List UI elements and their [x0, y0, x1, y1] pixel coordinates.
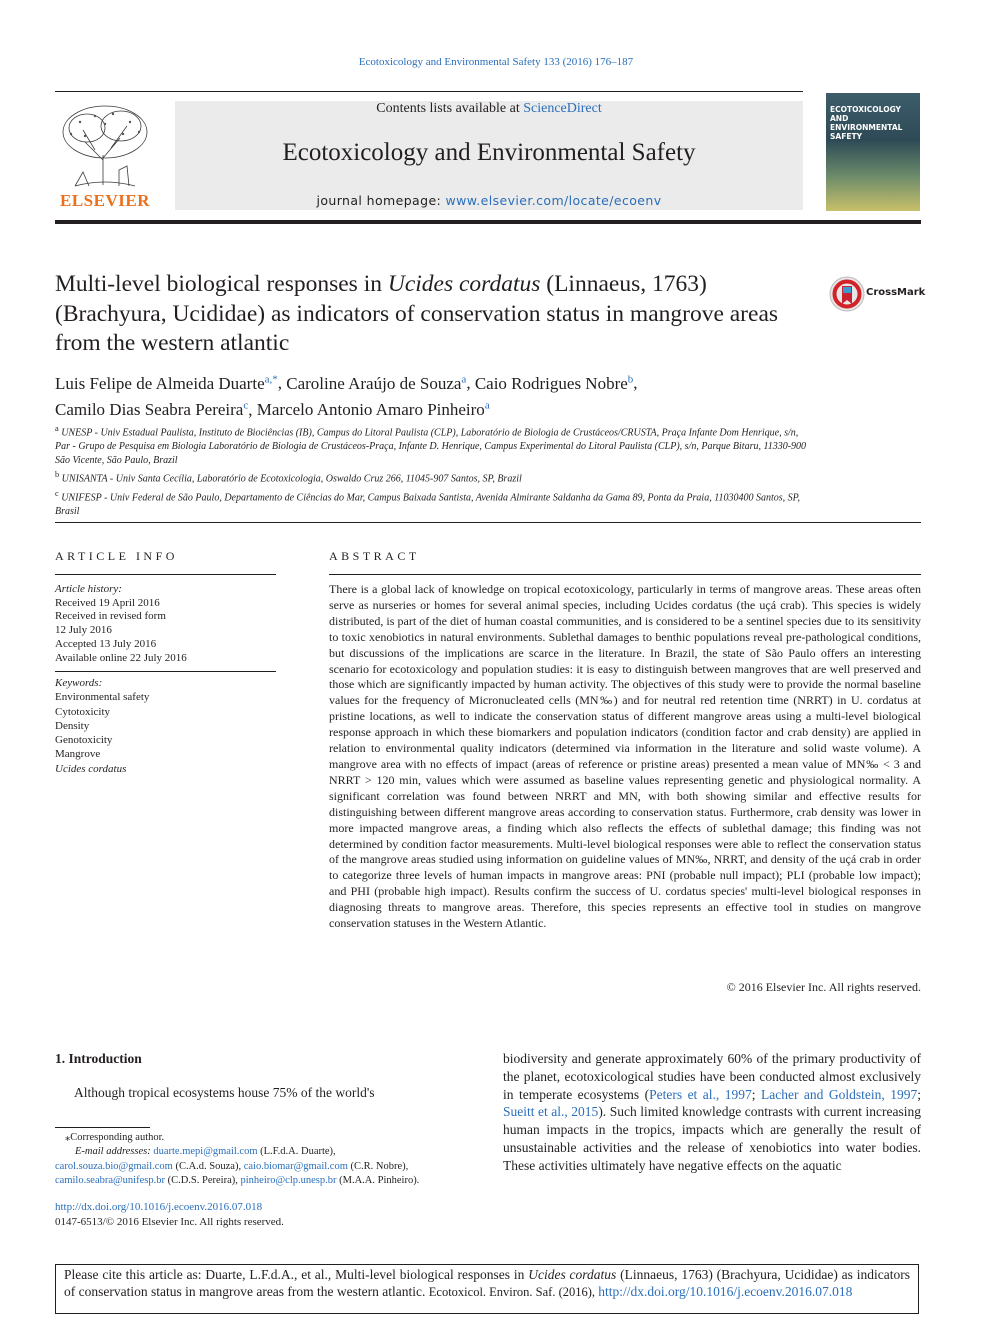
journal-homepage	[175, 193, 803, 208]
keyword: Density	[55, 719, 90, 732]
divider	[55, 671, 276, 672]
keyword: Ucides cordatus	[55, 762, 127, 775]
journal-citation[interactable]: Ecotoxicology and Environmental Safety 133 (2016) 176–187	[358, 56, 634, 68]
email-link[interactable]: pinheiro@clp.unesp.br	[240, 1175, 337, 1187]
keyword: Environmental safety	[55, 691, 150, 704]
author[interactable]: Caio Rodrigues Nobre$^b$	[474, 373, 634, 393]
reference-link[interactable]: Lacher and Goldstein, 1997	[760, 1086, 918, 1102]
footnotes: ⁎Corresponding author. E-mail addresses: duarte.mepi@gmail.com (L.F.d.A. Duarte), carol.souza.bio@gmail.com (C.A.d. Souza), caio.biomar@gmail.com (C.R. Nobre), camilo.seabra@unifesp.br (C.D.S. Pereira), pinheiro@clp.unesp.br (M.A.A. Pinheiro).	[55, 1132, 420, 1187]
abstract-heading: ABSTRACT	[329, 549, 420, 563]
history-item: Available online 22 July 2016	[55, 651, 187, 664]
header-rule	[55, 91, 803, 92]
sciencedirect-link[interactable]: ScienceDirect	[523, 101, 602, 116]
reference-link[interactable]: Peters et al., 1997	[649, 1086, 752, 1102]
introduction-heading: 1. Introduction	[55, 1051, 142, 1066]
history-item: Received in revised form	[55, 610, 166, 623]
contents-line	[175, 101, 803, 117]
keyword: Genotoxicity	[55, 734, 113, 747]
article-info-heading: ARTICLE INFO	[55, 549, 178, 563]
citation-box: Please cite this article as: Duarte, L.F.d.A., et al., Multi-level biological responses in Ucides cordatus (Linnaeus, 1763) (Brachyura, Ucididae) as indicators of conservation status in mangrove areas from the western atlantic. Ecotoxicol. Environ. Saf. (2016), http://dx.doi.org/10.1016/j.ecoenv.2016.07.018	[55, 1264, 919, 1314]
email-link[interactable]: carol.souza.bio@gmail.com	[55, 1160, 173, 1172]
keywords	[55, 676, 276, 776]
email-link[interactable]: caio.biomar@gmail.com	[243, 1160, 348, 1172]
abstract-copyright: © 2016 Elsevier Inc. All rights reserved.	[726, 980, 921, 994]
author[interactable]: Camilo Dias Seabra Pereira$^c$	[55, 399, 249, 420]
journal-cover-title: ECOTOXICOLOGY AND ENVIRONMENTAL SAFETY	[830, 105, 903, 141]
author[interactable]: Caroline Araújo de Souza$^a$	[286, 373, 467, 393]
author[interactable]: Marcelo Antonio Amaro Pinheiro$^a$	[256, 399, 490, 420]
homepage-link[interactable]: www.elsevier.com/locate/ecoenv	[445, 193, 662, 208]
history-item: Received 19 April 2016	[55, 596, 160, 609]
crossmark-icon[interactable]	[829, 276, 865, 312]
history-item: Accepted 13 July 2016	[55, 637, 157, 650]
divider	[329, 574, 921, 575]
header-thick-rule	[55, 220, 921, 224]
elsevier-wordmark: ELSEVIER	[60, 191, 150, 210]
keywords-label: Keywords:	[55, 677, 103, 689]
crossmark-label[interactable]: CrossMark	[866, 287, 926, 298]
title-text-rest: (Linnaeus, 1763) (Brachyura, Ucididae) as indicators of conservation status in mangrove areas from the western atlantic	[55, 271, 779, 356]
homepage-prefix: journal homepage:	[316, 193, 446, 208]
affiliation-item: $^a$ UNESP - Univ Estadual Paulista, Instituto de Biociências (IB), Campus do Litoral Paulista (CLP), Laboratório de Biologia de Crustáceos/CRUSTA, Praça Infante Dom Henrique, s/n, Par - Grupo de Pesquisa em Biologia Laboratório de Biologia de Crustáceos-Praça, Infante D. Henrique, Campus Experimental do Litoral Paulista (CLP), s/n, Parque Bitaru, 11330-900 São Vicente, São Paulo, Brazil	[55, 424, 807, 467]
affiliation-item: $^b$ UNISANTA - Univ Santa Cecília, Laboratório de Ecotoxicologia, Oswaldo Cruz 266, 11045-907 Santos, SP, Brazil	[55, 470, 522, 485]
divider	[55, 522, 921, 523]
journal-title: Ecotoxicology and Environmental Safety	[282, 139, 696, 166]
reference-link[interactable]: Sueitt et al., 2015	[503, 1104, 599, 1120]
keyword: Mangrove	[55, 748, 101, 761]
footnote-rule	[55, 1127, 150, 1128]
affiliations	[55, 422, 815, 519]
author[interactable]: Luis Felipe de Almeida Duarte$^{a,*}$	[55, 373, 278, 393]
affiliation-item: $^c$ UNIFESP - Univ Federal de São Paulo, Departamento de Ciências do Mar, Campus Baixada Santista, Avenida Almirante Saldanha da Gama 89, Ponta da Praia, 11030400 Santos, SP, Brasil	[55, 488, 800, 517]
corresponding-note: Corresponding author.	[70, 1132, 165, 1143]
author-list: Luis Felipe de Almeida Duarte$^{a,*}$, Caroline Araújo de Souza$^a$, Caio Rodrigues Nobre$^b$, Camilo Dias Seabra Pereira$^c$, Marcelo Antonio Amaro Pinheiro$^a$	[55, 373, 638, 420]
abstract-text: There is a global lack of knowledge on tropical ecotoxicology, particularly in terms of mangrove areas. These areas often serve as nurseries or homes for several animal species, including Ucides cordatus (the uçá crab). This species is widely distributed, is part of the diet of human coastal communities, and is considered to be a sentinel species due to its sensitivity to toxic xenobiotics in natural environments. Sublethal damages to benthic populations reveal pre-pathological conditions, but discussions of the implications are scarce in the literature. In Brazil, the state of São Paulo offers an interesting scenario for ecotoxicology and population studies: it is easy to distinguish between mangroves that are well preserved and those which are significantly impacted by human activity. The objectives of this study were to provide the normal baseline values for the frequency of Micronucleated cells (MN‰) and for neutral red retention time (NRRT) in U. cordatus at pristine locations, as well to indicate the conservation status of different mangrove areas using a multi-level biological response approach in which these biomarkers and population indicators (condition factor and crab density) are applied in relation to environmental quality indicators (determined via information in the literature and solid waste volume). A mangrove area with no effects of impact (areas of reference or pristine areas) presented a mean value of MN‰ < 3 and NRRT > 120 min, values which were assumed as baseline values representing genetic and physiological normality. A significant correlation was found between NRRT and MN, with both showing similar and effective results for distinguishing between different mangrove areas according to conservation status. Furthermore, crab density was lower in more impacted mangrove areas, a finding which also reflects the effects of sublethal damage; this finding was not determined by condition factor measurements. Multi-level biological responses were able to reflect the conservation status of the mangrove areas studied using information on guideline values of MN‰, NRRT, and density of the uçá crab in order to categorize three levels of human impacts in mangrove areas: PNI (probable null impact); PLI (probable low impact); and PHI (probable high impact). Results confirm the success of U. cordatus species' multi-level biological responses in diagnosing threats to mangrove areas. Therefore, this species represents an effective tool in studies on mangrove conservation statuses in the Western Atlantic.	[329, 582, 921, 931]
article-title	[55, 270, 815, 359]
divider	[55, 574, 276, 575]
keyword: Cytotoxicity	[55, 705, 110, 718]
email-label: E-mail addresses:	[75, 1146, 151, 1158]
introduction-left-column: Although tropical ecosystems house 75% of the world's	[74, 1085, 375, 1100]
title-species: Ucides cordatus	[387, 271, 541, 297]
article-history	[55, 583, 276, 665]
doi-link[interactable]: http://dx.doi.org/10.1016/j.ecoenv.2016.07.018	[55, 1201, 263, 1213]
title-text: Multi-level biological responses in	[55, 271, 388, 297]
issn-copyright: 0147-6513/© 2016 Elsevier Inc. All rights reserved.	[55, 1216, 284, 1228]
citation-doi-link[interactable]: http://dx.doi.org/10.1016/j.ecoenv.2016.07.018	[598, 1283, 853, 1299]
email-link[interactable]: duarte.mepi@gmail.com	[153, 1146, 258, 1158]
history-item: 12 July 2016	[55, 624, 112, 637]
contents-prefix: Contents lists available at	[376, 101, 524, 116]
history-label: Article history:	[55, 583, 122, 595]
email-link[interactable]: camilo.seabra@unifesp.br	[55, 1175, 165, 1187]
introduction-right-column: biodiversity and generate approximately 60% of the primary productivity of the planet, ecotoxicological studies have been conducted almost exclusively in temperate ecosystems (Peters et al., 1997; Lacher and Goldstein, 1997; Sueitt et al., 2015). Such limited knowledge contrasts with current increasing human impacts in the tropics, impacts which are generally the result of unsustainable activities and the release of xenobiotics into water bodies. These activities ultimately have negative effects on the aquatic	[503, 1051, 921, 1173]
